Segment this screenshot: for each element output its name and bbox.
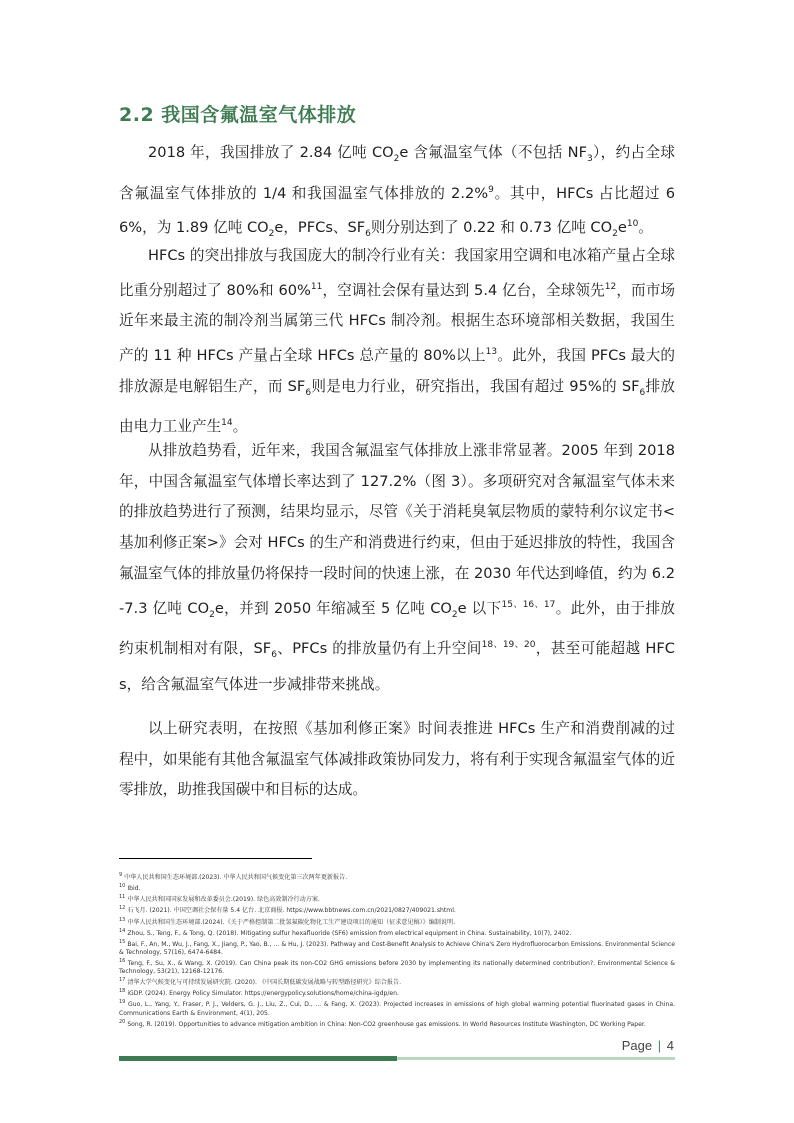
text-run: 则是电力行业，研究指出，我国有超过 95%的 SF (311, 377, 640, 395)
text-run: ），约占全球含氟温室气体排放的 1/4 和我国温室气体排放的 2.2% (119, 144, 676, 202)
footnote (119, 938, 675, 957)
subscript: 6 (271, 649, 277, 660)
section-title: 2.2 我国含氟温室气体排放 (119, 104, 357, 126)
footnote (119, 987, 675, 998)
text-run: 。此外，由于排放约束机制相对有限，SF (119, 599, 675, 657)
footnote-number: 13 (119, 916, 126, 923)
text-run: e，并到 2050 年缩减至 5 亿吨 CO (214, 599, 452, 617)
text-run: e 以下 (457, 599, 502, 617)
footnote (119, 893, 675, 904)
footnote-number: 15 (119, 938, 126, 945)
footnote-number: 9 (119, 872, 123, 878)
footnote-number: 14 (119, 927, 126, 934)
footnote (119, 998, 675, 1017)
text-run: ，空调社会保有量达到 5.4 亿台，全球领先 (322, 281, 605, 299)
page-word: Page (621, 1038, 653, 1053)
footnote-divider (119, 858, 312, 859)
text-run: 排放由电力工业产生 (119, 377, 675, 435)
subscript: 6 (365, 228, 371, 239)
footnote-text[interactable]: iGDP. (2024). Energy Policy Simulator. https://energypolicy.solutions/home/china-igdp/en. (127, 990, 399, 998)
footnote-text[interactable]: 石飞月. (2021). 中国空调社会保有量 5.4 亿台. 北京商报. https://www.bbtnews.com.cn/2021/0827/409021.shtml. (127, 907, 456, 915)
footnote-ref[interactable]: 15、16、17 (501, 599, 556, 610)
footnote-number: 18 (119, 988, 126, 995)
text-run: 以上研究表明，在按照《基加利修正案》时间表推进 HFCs 生产和消费削减的过程中，如果能有其他含氟温室气体减排政策协同发力，将有利于实现含氟温室气体的近零排放，助推我国碳中和目标的达成。 (119, 720, 675, 799)
footnote-number: 17 (119, 977, 126, 984)
page-progress-fill (119, 1056, 397, 1061)
text-run: e 含氟温室气体（不包括 NF (399, 144, 587, 161)
paragraph-conclusion (119, 714, 675, 806)
footnotes (119, 871, 675, 1029)
page-number: 4 (666, 1038, 674, 1053)
subscript: 2 (451, 609, 458, 620)
footnote-text: 中华人民共和国生态环境部.(2023). 中华人民共和国气候变化第三次两年更新报告. (124, 874, 348, 882)
footnote-number: 10 (119, 883, 126, 890)
text-run: 从排放趋势看，近年来，我国含氟温室气体排放上涨非常显著。2005 年到 2018 年，中国含氟温室气体增长率达到了 127.2%（图 3）。多项研究对含氟温室气体未来的排放趋势进行了预测，结果均显示，尽管《关于消耗臭氧层物质的蒙特利尔议定书<基加利修正案>》会对 HFCs 的生产和消费进行约束，但由于延迟排放的特性，我国含氟温室气体的排放量仍将保持一段时间的快速上涨，在 2030 年代达到峰值，约为 6.2-7.3 亿吨 CO (119, 442, 675, 617)
footnote (119, 916, 675, 927)
subscript: 2 (209, 609, 215, 620)
text-run: 2018 年，我国排放了 2.84 亿吨 CO (148, 144, 394, 161)
text-run: 、PFCs 的排放量仍有上升空间 (276, 639, 482, 657)
footnote (119, 904, 675, 915)
footnote-number: 19 (119, 999, 126, 1006)
footnote-ref[interactable]: 10 (626, 219, 639, 230)
footnote-text: 清华大学气候变化与可持续发展研究院. (2020). 《中国长期低碳发展战略与转型路径研究》综合报告. (127, 979, 402, 987)
footnote (119, 1018, 675, 1029)
footnote-text: Bai, F., An, M., Wu, J., Fang, X., Jiang, P., Yao, B., ... & Hu, J. (2023). Pathway and Cost-Benefit Analysis to Achieve China's Zero Hydrofluorocarbon Emissions. Environmental Science & Technology, 57(16), 6474-6484. (119, 940, 676, 956)
footnote-text: Teng, F., Su, X., & Wang, X. (2019). Can China peak its non-CO2 GHG emissions before 2030 by implementing its nationally determined contribution?. Environmental Science & Technology, 53(21), 12168-12176. (119, 960, 675, 976)
text-run: 。其中，HFCs 占比超过 66%，为 1.89 亿吨 CO (119, 184, 675, 237)
text-run: HFCs 的突出排放与我国庞大的制冷行业有关：我国家用空调和电冰箱产量占全球比重分别超过了 80%和 60% (119, 247, 675, 299)
paragraph-emission-trend (119, 436, 675, 701)
text-run: e，PFCs、SF (274, 219, 366, 237)
paragraph-emissions-overview (119, 138, 675, 250)
footnote-ref[interactable]: 12 (604, 281, 617, 292)
footnote-number: 11 (119, 894, 126, 901)
footnote-number: 20 (119, 1018, 126, 1025)
text-run: e (617, 219, 627, 237)
subscript: 6 (305, 387, 312, 398)
footnote (119, 927, 675, 938)
text-run: ，而市场近年来最主流的制冷剂当属第三代 HFCs 制冷剂。根据生态环境部相关数据，我国生产的 11 种 HFCs 产量占全球 HFCs 总产量的 80%以上 (119, 281, 675, 364)
text-run: 。 (232, 418, 248, 435)
footnote-text: 中华人民共和国国家发展和改革委员会.(2019). 绿色高效制冷行动方案. (127, 896, 320, 904)
footnote-ref[interactable]: 13 (485, 346, 498, 357)
page-number-label (622, 1038, 674, 1053)
footnote-text: Ibid. (127, 885, 141, 893)
text-run: 。此外，我国 PFCs 最大的排放源是电解铝生产，而 SF (119, 346, 675, 395)
text-run: 则分别达到了 0.22 和 0.73 亿吨 CO (370, 219, 613, 237)
subscript: 6 (639, 387, 646, 398)
footnote (119, 882, 675, 893)
footnote-ref[interactable]: 9 (488, 184, 494, 195)
footnote (119, 976, 675, 987)
text-run: 。 (638, 219, 653, 237)
subscript: 2 (612, 228, 618, 239)
footnote-ref[interactable]: 11 (310, 281, 323, 292)
footnote-number: 12 (119, 905, 126, 912)
page-separator: | (657, 1038, 662, 1053)
footnote-ref[interactable]: 18、19、20 (481, 639, 536, 650)
subscript: 3 (586, 153, 593, 164)
footnote (119, 871, 675, 882)
footnote-number: 16 (119, 957, 126, 964)
subscript: 2 (268, 228, 275, 239)
subscript: 2 (393, 153, 400, 164)
footnote-text: 中华人民共和国生态环境部.(2024).《关于严格控制第二批氢氟碳化物化工生产建设项目的通知（征求意见稿）》编制说明. (127, 918, 456, 926)
footnote-text: Zhou, S., Teng, F., & Tong, Q. (2018). Mitigating sulfur hexafluoride (SF6) emission from electrical equipment in China. Sustainability, 10(7), 2402. (127, 929, 572, 937)
footnote-text: Guo, L., Yang, Y., Fraser, P. J., Velders, G. J., Liu, Z., Cui, D., ... & Fang, X. (2023). Projected increases in emissions of high global warming potential fluorinated gases in China. Communications Earth & Environment, 4(1), 205. (119, 1001, 676, 1017)
text-run: ，甚至可能超越 HFCs，给含氟温室气体进一步减排带来挑战。 (119, 639, 675, 694)
footnote-ref[interactable]: 14 (221, 418, 233, 429)
footnote (119, 957, 675, 976)
paragraph-hfcs-refrigeration (119, 241, 675, 443)
footnote-text: Song, R. (2019). Opportunities to advance mitigation ambition in China: Non-CO2 greenhouse gas emissions. In World Resources Institute Washington, DC Working Paper. (127, 1020, 646, 1028)
